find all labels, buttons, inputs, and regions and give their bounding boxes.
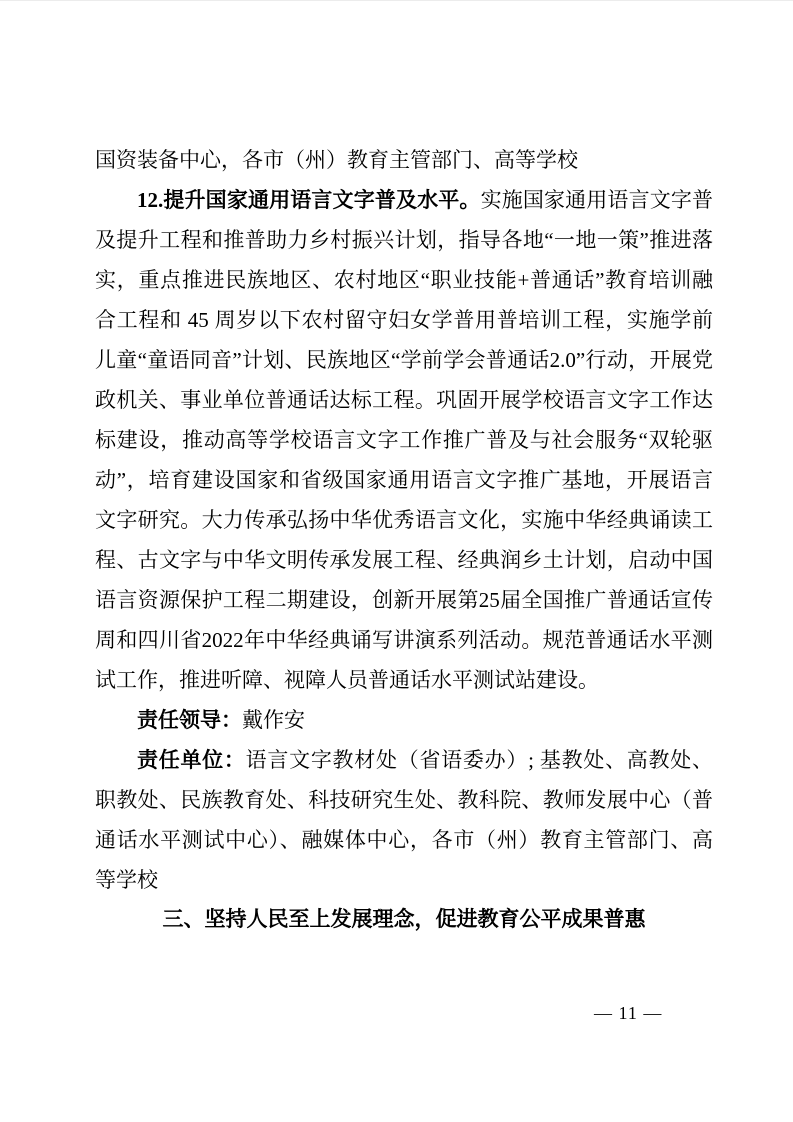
responsible-leader-label: 责任领导：: [137, 708, 242, 732]
item-12-body: 实施国家通用语言文字普及提升工程和推普助力乡村振兴计划，指导各地“一地一策”推进落实，重点推进民族地区、农村地区“职业技能+普通话”教育培训融合工程和 45 周岁以下农村留守妇女学普用普培训工程，实施学前儿童“童语同音”计划、民族地区“学前学会普通话2.0”行动，开展党政机关、事业单位普通话达标工程。巩固开展学校语言文字工作达标建设，推动高等学校语言文字工作推广普及与社会服务“双轮驱动”，培育建设国家和省级国家通用语言文字推广基地，开展语言文字研究。大力传承弘扬中华优秀语言文化，实施中华经典诵读工程、古文字与中华文明传承发展工程、经典润乡土计划，启动中国语言资源保护工程二期建设，创新开展第25届全国推广普通话宣传周和四川省2022年中华经典诵写讲演系列活动。规范普通话水平测试工作，推进听障、视障人员普通话水平测试站建设。: [95, 188, 714, 692]
item-12-paragraph: [95, 180, 713, 700]
continuation-line: 国资装备中心，各市（州）教育主管部门、高等学校: [95, 148, 578, 172]
section-heading: 三、坚持人民至上发展理念，促进教育公平成果普惠: [162, 908, 646, 931]
responsible-leader-value: 戴作安: [242, 708, 305, 732]
responsible-leader-line: [95, 700, 713, 740]
responsible-units-label: 责任单位：: [137, 748, 246, 772]
responsible-units-value: 语言文字教材处（省语委办）; 基教处、高教处、职教处、民族教育处、科技研究生处、教科院、教师发展中心（普通话水平测试中心）、融媒体中心，各市（州）教育主管部门、高等学校: [95, 748, 713, 892]
item-12-lead: 12.提升国家通用语言文字普及水平。: [137, 188, 481, 212]
responsible-units-line: [95, 740, 713, 900]
page-number: — 11 —: [594, 1003, 663, 1023]
document-body: [95, 140, 713, 940]
